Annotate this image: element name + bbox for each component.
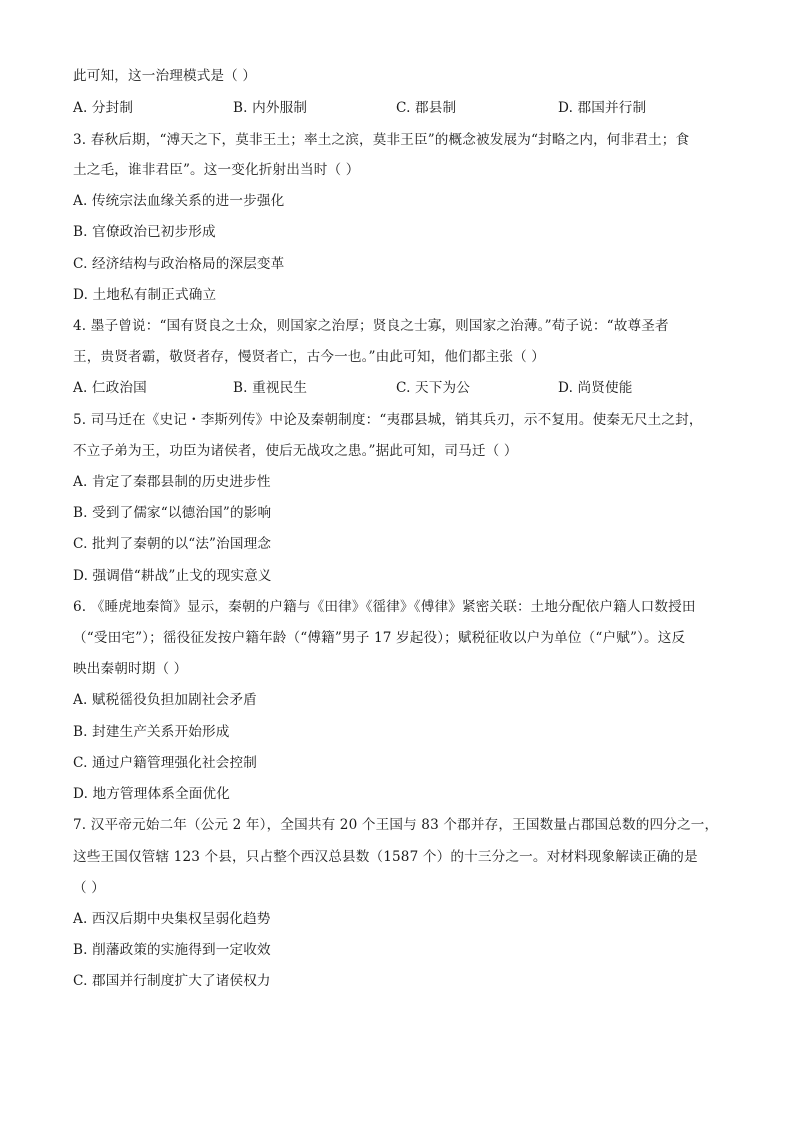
q3-option-a: A. 传统宗法血缘关系的进一步强化 bbox=[73, 193, 285, 209]
q5-option-d: D. 强调借“耕战”止戈的现实意义 bbox=[73, 568, 272, 584]
q2-option-d: D. 郡国并行制 bbox=[558, 100, 647, 116]
q7-stem-line2: 这些王国仅管辖 123 个县，只占整个西汉总县数（1587 个）的十三分之一。对材料现象解读正确的是 bbox=[73, 849, 698, 865]
q6-option-c: C. 通过户籍管理强化社会控制 bbox=[73, 755, 257, 771]
q7-stem-line1: 7. 汉平帝元始二年（公元 2 年），全国共有 20 个王国与 83 个郡并存，王国数量占郡国总数的四分之一， bbox=[73, 817, 719, 833]
q2-option-c: C. 郡县制 bbox=[396, 100, 457, 116]
q3-option-b: B. 官僚政治已初步形成 bbox=[73, 224, 216, 240]
q6-option-d: D. 地方管理体系全面优化 bbox=[73, 786, 230, 802]
q4-option-b: B. 重视民生 bbox=[233, 380, 308, 396]
q5-stem-line1: 5. 司马迁在《史记・李斯列传》中论及秦朝制度：“夷郡县城，销其兵刃，示不复用。使秦无尺土之封， bbox=[73, 412, 703, 428]
q7-option-b: B. 削藩政策的实施得到一定收效 bbox=[73, 942, 271, 958]
q2-stem-end: 此可知，这一治理模式是（ ） bbox=[73, 68, 257, 84]
q2-option-b: B. 内外服制 bbox=[233, 100, 308, 116]
q7-option-c: C. 郡国并行制度扩大了诸侯权力 bbox=[73, 973, 271, 989]
q3-stem-line1: 3. 春秋后期，“溥天之下，莫非王土；率土之滨，莫非王臣”的概念被发展为“封略之内，何非君土；食 bbox=[73, 132, 690, 148]
q7-stem-line3: （ ） bbox=[73, 880, 105, 896]
q6-option-b: B. 封建生产关系开始形成 bbox=[73, 724, 230, 740]
q4-option-a: A. 仁政治国 bbox=[73, 380, 147, 396]
q4-stem-line1: 4. 墨子曾说：“国有贤良之士众，则国家之治厚；贤良之士寡，则国家之治薄。”荀子说：“故尊圣者 bbox=[73, 318, 669, 334]
q5-option-a: A. 肯定了秦郡县制的历史进步性 bbox=[73, 474, 271, 490]
q4-stem-line2: 王，贵贤者霸，敬贤者存，慢贤者亡，古今一也。”由此可知，他们都主张（ ） bbox=[73, 349, 546, 365]
q6-stem-line3: 映出秦朝时期（ ） bbox=[73, 661, 188, 677]
q6-stem-line2: （“受田宅”）；徭役征发按户籍年龄（“傅籍”男子 17 岁起役）；赋税征收以户为单位（“户赋”）。这反 bbox=[73, 630, 686, 646]
q5-stem-line2: 不立子弟为王，功臣为诸侯者，使后无战攻之患。”据此可知，司马迁（ ） bbox=[73, 443, 518, 459]
q4-options bbox=[73, 378, 723, 398]
q5-option-c: C. 批判了秦朝的以“法”治国理念 bbox=[73, 536, 272, 552]
q4-option-d: D. 尚贤使能 bbox=[558, 380, 633, 396]
q3-stem-line2: 土之毛，谁非君臣”。这一变化折射出当时（ ） bbox=[73, 162, 360, 178]
q6-option-a: A. 赋税徭役负担加剧社会矛盾 bbox=[73, 692, 257, 708]
q2-options bbox=[73, 98, 723, 118]
q7-option-a: A. 西汉后期中央集权呈弱化趋势 bbox=[73, 911, 271, 927]
q5-option-b: B. 受到了儒家“以德治国”的影响 bbox=[73, 505, 272, 521]
q6-stem-line1: 6. 《睡虎地秦简》显示，秦朝的户籍与《田律》《徭律》《傅律》紧密关联：土地分配依户籍人口数授田 bbox=[73, 599, 696, 615]
q3-option-c: C. 经济结构与政治格局的深层变革 bbox=[73, 256, 285, 272]
q3-option-d: D. 土地私有制正式确立 bbox=[73, 287, 217, 303]
q2-option-a: A. 分封制 bbox=[73, 100, 134, 116]
q4-option-c: C. 天下为公 bbox=[396, 380, 470, 396]
